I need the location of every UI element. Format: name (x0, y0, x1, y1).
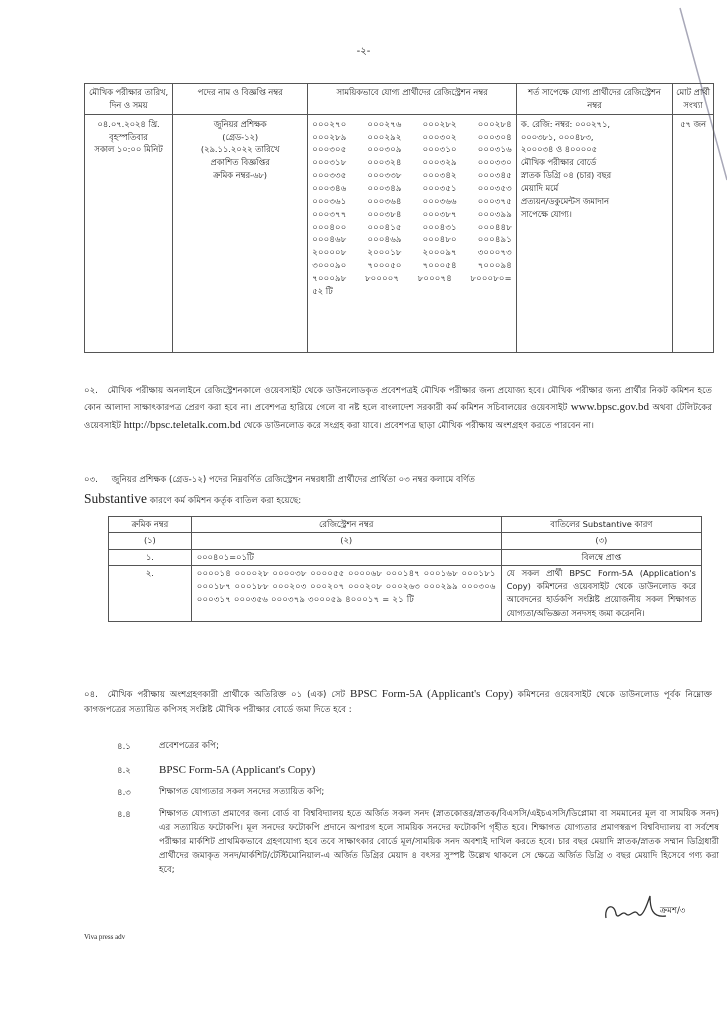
para-text: মৌখিক পরীক্ষায় অংশগ্রহণকারী প্রার্থীকে অতিরিক্ত ০১ (এক) সেট (107, 690, 346, 700)
registration-row (312, 221, 512, 234)
registration-number: ৩০০০৯০ (312, 260, 347, 271)
col-number: (৩) (501, 533, 701, 549)
para-text: মৌখিক পরীক্ষায় অনলাইনে রেজিস্ট্রেশনকালে ওয়েবসাইট থেকে ডাউনলোডকৃত প্রবেশপত্রই মৌখিক পরীক্ষার জন্য প্রযোজ্য হবে। মৌখিক পরীক্ষার জন্য প্রার্থীর নিকট কমিশন হতে কোন আলাদা সাক্ষাৎকারপত্র প্রেরণ করা হবে না। প্রবেশপত্র হারিয়ে গেলে বা নষ্ট হলে বাংলাদেশ সরকারী কর্ম কমিশন সচিবালয়ের ওয়েবসাইট (84, 386, 712, 413)
registration-number: ০০০৪৪৮ (477, 221, 512, 232)
registration-number: ০০০৩৯৯ (477, 208, 512, 219)
registration-number: ৮০০০৮০= (470, 273, 512, 284)
registration-number: ০০০৩০৪ (477, 131, 512, 142)
table-header-row (85, 84, 714, 115)
registration-number: ৭০০০৯৮ (312, 273, 347, 284)
registration-number: ৩০০০৭৩ (477, 247, 512, 258)
registration-number: ০০০২৯২ (367, 131, 402, 142)
para-number: ০৪. (84, 690, 98, 700)
paragraph-2 (84, 385, 712, 435)
header-registration: সাময়িকভাবে যোগ্য প্রার্থীদের রেজিস্ট্রেশন নম্বর (308, 84, 517, 115)
date-cell (85, 114, 173, 352)
conditional-cell (516, 114, 672, 352)
registration-number: ০০০৩১০ (422, 144, 457, 155)
conditional-line: ০০০৩৮১, ০০০৪৮৩, (520, 131, 594, 142)
table-row (109, 565, 702, 621)
registration-row (312, 131, 512, 144)
registration-row (312, 143, 512, 156)
paragraph-4 (84, 686, 712, 718)
registration-number: ০০০৩৫১ (422, 183, 457, 194)
reason-cell: বিলম্বে প্রাপ্ত (501, 549, 701, 565)
registration-number: ০০০৩৬৬ (422, 195, 457, 206)
page-number: -২- (356, 46, 371, 57)
item-text: প্রবেশপত্রের কপি; (159, 741, 219, 751)
table-row (109, 549, 702, 565)
header-date: মৌখিক পরীক্ষার তারিখ, দিন ও সময় (85, 84, 173, 115)
conditional-line: স্নাতক ডিগ্রি ০৪ (চার) বছর (520, 170, 612, 181)
registration-cell: ০০০৪০১=০১টি (191, 549, 501, 565)
para-text: অথবা টেলিটকের ওয়েবসাইট (84, 402, 713, 431)
registration-number: ০০০৪৮০ (422, 234, 457, 245)
registration-number: ০০০২৭৬ (367, 118, 402, 129)
registration-cell: ০০০০১৪ ০০০০২৮ ০০০০৩৮ ০০০০৫৫ ০০০০৬৮ ০০০১৪৭ ০০০১৬৮ ০০০১৮১ ০০০১৮৭ ০০০১৮৮ ০০০২০৩ ০০০২০৭ ০০০২০৮ ০০০২৬৩ ০০০২৯৯ ০০০৩০৬ ০০০৩১৭ ০০০৩৫৬ ০০০৩৭৯ ৩০০০৫৯ ৪০০০১৭ = ২১ টি (191, 565, 501, 621)
cancelled-candidates-table (108, 516, 702, 622)
registration-number: ০০০৪৩১ (422, 221, 457, 232)
registration-number: ০০০২৮৯ (312, 131, 347, 142)
registration-row (312, 118, 512, 131)
registration-number: ০০০৩৬৪ (367, 195, 402, 206)
conditional-line: ২০০০৩৪ ও ৪০০০০৫ (520, 144, 597, 155)
registration-number: ০০০৩২৯ (422, 157, 457, 168)
registration-number: ২০০০০৮ (312, 247, 347, 258)
substantive-word: Substantive (84, 490, 147, 506)
para-text: কারণে কর্ম কমিশন কর্তৃক বাতিল করা হয়েছে: (149, 495, 302, 506)
registration-number: ০০০৪০০ (312, 221, 347, 232)
item-number: ৪.১ (117, 742, 131, 752)
post-line: (২৯.১১.২০২২ তারিখে (200, 144, 280, 155)
item-number: ৪.৩ (117, 788, 131, 798)
conditional-line: মেয়াদি মর্মে (520, 183, 559, 194)
registration-number: ০০০৩৮৪ (367, 208, 402, 219)
post-line: ক্রমিক নম্বর-৬৮) (213, 170, 268, 181)
registration-number: ০০০৩৩৫ (312, 170, 347, 181)
registration-number: ০০০৩৩০ (477, 157, 512, 168)
header-conditional: শর্ত সাপেক্ষে যোগ্য প্রার্থীদের রেজিস্ট্রেশন নম্বর (516, 84, 672, 115)
registration-row (312, 233, 512, 246)
registration-number: ০০০৩৪২ (422, 170, 457, 181)
viva-schedule-table (84, 83, 714, 353)
post-cell (173, 114, 308, 352)
registration-number: ৮০০০৭৪ (417, 273, 452, 284)
day-line: বৃহস্পতিবার (109, 131, 148, 142)
registration-row (312, 195, 512, 208)
registration-number: ২০০০৯৭ (422, 247, 457, 258)
registration-number: ০০০৩০৯ (367, 144, 402, 155)
conditional-line: সাপেক্ষে যোগ্য। (520, 208, 572, 219)
serial-cell: ২. (109, 565, 192, 621)
registration-number: ০০০৩৪৬ (312, 183, 347, 194)
para-text: থেকে ডাউনলোড করে সংগ্রহ করা যাবে। প্রবেশপত্র ছাড়া মৌখিক পরীক্ষায় অংশগ্রহণ করতে পারবেন না। (243, 420, 594, 431)
item-text: শিক্ষাগত যোগ্যতা প্রমাণের জন্য বোর্ড বা বিশ্ববিদ্যালয় হতে অর্জিত সকল সনদ (স্নাতকোত্তর/স্নাতক/বিএসসি/এইচএসসি/ডিপ্লোমা বা সমমানের মূল বা সাময়িক সনদ) এর সত্যায়িত ফটোকপি। মূল সনদের ফটোকপি প্রদানে অপারগ হলে সাময়িক সনদের ফটোকপি গৃহীত হবে। শিক্ষাগত যোগ্যতার প্রমাণস্বরূপ বিশ্ববিদ্যালয় বা সর্বশেষ পরীক্ষার মার্কশিট প্রাথমিকভাবে গ্রহণযোগ্য হবে তবে সাক্ষাৎকার বোর্ডে মূল/সাময়িক সনদ অবশ্যই দাখিল করতে হবে। চার বছর মেয়াদি স্নাতক/স্নাতক সম্মান ডিগ্রিধারী প্রার্থীদের জমাকৃত সনদ/মার্কশিট/টেস্টিমোনিয়াল-এ অর্জিত ডিগ্রির মেয়াদ ৪ বৎসর সুস্পষ্ট উল্লেখ থাকলে সে ক্ষেত্রে অর্জিত ডিগ্রি ৩ বছর মেয়াদি হিসেবে গণ্য করা হবে; (159, 809, 719, 875)
registration-number: ০০০৩৫৩ (477, 183, 512, 194)
post-line: (গ্রেড-১২) (222, 131, 259, 142)
registration-number: ০০০৩৪৫ (477, 170, 512, 181)
reason-cell: যে সকল প্রার্থী BPSC Form-5A (Application's Copy) কমিশনের ওয়েবসাইট থেকে ডাউনলোড করে আবেদনের হার্ডকপি সংশ্লিষ্ট প্রয়োজনীয় সকল শিক্ষাগত যোগ্যতা/অভিজ্ঞতা সনদসহ জমা করেননি। (501, 565, 701, 621)
registration-number: ০০০৪৬৯ (367, 234, 402, 245)
registration-number: ০০০২৮৪ (477, 118, 512, 129)
registration-row (312, 156, 512, 169)
registration-row (312, 246, 512, 259)
registration-number: ০০০২৭০ (312, 118, 347, 129)
registration-number: ০০০৩৭৭ (312, 208, 347, 219)
paragraph-3 (84, 474, 712, 510)
para-number: ০২. (84, 386, 98, 396)
registration-row (312, 272, 512, 285)
header-reason: বাতিলের Substantive কারণ (501, 517, 701, 533)
registration-number: ০০০৩৭৫ (477, 195, 512, 206)
header-serial: ক্রমিক নম্বর (109, 517, 192, 533)
registration-row (312, 182, 512, 195)
registration-number: ২০০০১৮ (367, 247, 402, 258)
registration-row (312, 169, 512, 182)
registration-number: ০০০৩৬১ (312, 195, 347, 206)
registration-number: ০০০৩০২ (422, 131, 457, 142)
col-number: (২) (191, 533, 501, 549)
registration-number: ০০০৪১৫ (367, 221, 402, 232)
time-line: সকাল ১০:০০ মিনিট (94, 144, 163, 155)
conditional-line: মৌখিক পরীক্ষার বোর্ডে (520, 157, 597, 168)
teletalk-website-link[interactable]: http://bpsc.teletalk.com.bd (123, 418, 241, 431)
registration-number: ০০০২৮২ (422, 118, 457, 129)
registration-number: ৭০০০৯৪ (477, 260, 512, 271)
registration-number: ০০০৩১৬ (477, 144, 512, 155)
total-cell: ৫৭ জন (673, 114, 714, 352)
para-text: কমিশনের ওয়েবসাইট থেকে ডাউনলোড পূর্বক নিম্নোক্ত কাগজপত্রের সত্যায়িত কপিসহ সংশ্লিষ্ট মৌখিক পরীক্ষার বোর্ডে জমা দিতে হবে : (84, 690, 713, 715)
column-number-row (109, 533, 702, 549)
item-text: BPSC Form-5A (Applicant's Copy) (159, 764, 316, 776)
post-line: জুনিয়র প্রশিক্ষক (213, 118, 267, 129)
registration-list (312, 118, 512, 285)
registration-number: ০০০৩৪৯ (367, 183, 402, 194)
item-text: শিক্ষাগত যোগ্যতার সকল সনদের সত্যায়িত কপি; (159, 787, 325, 797)
para-text: জুনিয়র প্রশিক্ষক (গ্রেড-১২) পদের নিম্নবর্ণিত রেজিস্ট্রেশন নম্বরধারী প্রার্থীদের প্রার্থিতা ০৩ নম্বর কলামে বর্ণিত (111, 475, 475, 485)
registration-row (312, 259, 512, 272)
item-number: ৪.২ (117, 766, 131, 776)
conditional-line: ক. রেজি: নম্বর: ০০০২৭১, (520, 118, 610, 129)
conditional-line: প্রত্যয়ন/ডকুমেন্টস জমাদান (520, 195, 610, 206)
registration-number: ০০০৩২৪ (367, 157, 402, 168)
para-number: ০৩. (84, 475, 98, 485)
bpsc-website-link[interactable]: www.bpsc.gov.bd (570, 400, 650, 413)
header-post: পদের নাম ও বিজ্ঞপ্তি নম্বর (173, 84, 308, 115)
date-line: ০৪.০৭.২০২৪ খ্রি. (97, 118, 160, 129)
registration-total: ৫২ টি (312, 285, 333, 296)
header-total: মোট প্রার্থী সংখ্যা (673, 84, 714, 115)
item-number: ৪.৪ (117, 810, 131, 820)
registration-number: ০০০৩৩৮ (367, 170, 402, 181)
registration-cell (308, 114, 517, 352)
printer-label: Viva press adv (84, 933, 126, 941)
header-registration: রেজিস্ট্রেশন নম্বর (191, 517, 501, 533)
form-name: BPSC Form-5A (Applicant's Copy) (350, 688, 513, 700)
post-line: প্রকাশিত বিজ্ঞপ্তির (210, 157, 270, 168)
registration-number: ৮০০০০৭ (365, 273, 400, 284)
registration-number: ০০০৩০৫ (312, 144, 347, 155)
table-row (85, 114, 714, 352)
registration-number: ০০০৩১৮ (312, 157, 347, 168)
registration-number: ০০০৪৬৮ (312, 234, 347, 245)
serial-cell: ১. (109, 549, 192, 565)
registration-number: ০০০৪৯১ (477, 234, 512, 245)
registration-row (312, 208, 512, 221)
registration-number: ৭০০০৫০ (367, 260, 402, 271)
col-number: (১) (109, 533, 192, 549)
table-header-row (109, 517, 702, 533)
continued-label: ক্রমশ/৩ (660, 906, 686, 916)
registration-number: ৭০০০৫৪ (422, 260, 457, 271)
registration-number: ০০০৩৮৭ (422, 208, 457, 219)
